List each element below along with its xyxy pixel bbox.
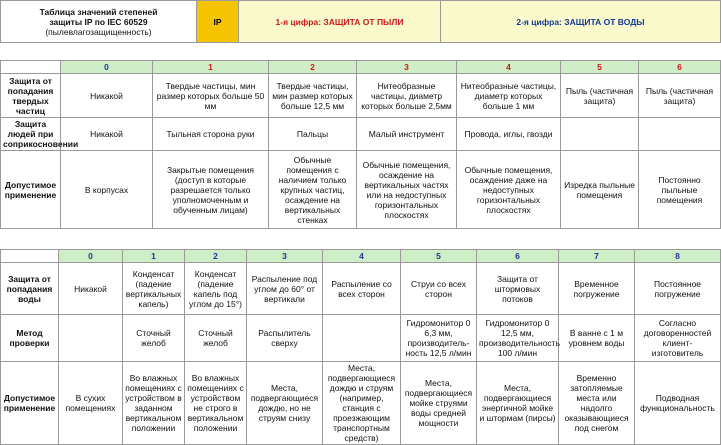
cell: В сухих помещениях xyxy=(59,362,123,445)
cell: Закрытые помещения (доступ в которые разрешается только уполномоченным и обученным лицам) xyxy=(153,151,269,229)
ip-label: IP xyxy=(197,1,239,43)
cell: Постоянно пыльные помещения xyxy=(639,151,721,229)
table-title xyxy=(1,1,197,43)
cell: Распылитель сверху xyxy=(247,315,323,362)
cell: Тыльная сторона руки xyxy=(153,118,269,151)
dust-digit-0: 0 xyxy=(61,61,153,74)
row-label: Защита от попадания воды xyxy=(1,263,59,315)
cell: Конденсат (падение капель под углом до 15°) xyxy=(185,263,247,315)
dust-corner xyxy=(1,61,61,74)
cell: Временное погружение xyxy=(559,263,635,315)
cell xyxy=(639,118,721,151)
cell: Нитеобразные частицы, диаметр которых больше 2,5мм xyxy=(357,74,457,118)
row-label: Защита от попадания твердых частиц xyxy=(1,74,61,118)
water-digit-row xyxy=(1,250,721,263)
dust-digit-row xyxy=(1,61,721,74)
water-row-protection xyxy=(1,263,721,315)
cell: Места, подвергающиеся энергичной мойке и штормам (пирсы) xyxy=(477,362,559,445)
water-digit-3: 3 xyxy=(247,250,323,263)
dust-digit-6: 6 xyxy=(639,61,721,74)
water-digit-4: 4 xyxy=(323,250,401,263)
cell: Во влажных помещениях с устройством в заданном вертикальном положении xyxy=(123,362,185,445)
row-label: Защита людей при соприкосновении xyxy=(1,118,61,151)
water-digit-7: 7 xyxy=(559,250,635,263)
cell: Никакой xyxy=(59,263,123,315)
cell: Распыление со всех сторон xyxy=(323,263,401,315)
cell: Подводная функциональность xyxy=(635,362,721,445)
cell: Во влажных помещениях с устройством не строго в вертикальном положении xyxy=(185,362,247,445)
water-table xyxy=(0,249,721,445)
first-digit-heading: 1-я цифра: ЗАЩИТА ОТ ПЫЛИ xyxy=(239,1,441,43)
water-row-usage xyxy=(1,362,721,445)
dust-digit-2: 2 xyxy=(269,61,357,74)
dust-table xyxy=(0,60,721,229)
cell: Согласно договоренностей клиент-изготовитель xyxy=(635,315,721,362)
dust-digit-1: 1 xyxy=(153,61,269,74)
cell xyxy=(561,118,639,151)
title-line-3: (пылевлагозащищенность) xyxy=(45,26,152,37)
dust-row-usage xyxy=(1,151,721,229)
cell: Пыль (частичная защита) xyxy=(639,74,721,118)
cell xyxy=(323,315,401,362)
cell: Пальцы xyxy=(269,118,357,151)
second-digit-heading: 2-я цифра: ЗАЩИТА ОТ ВОДЫ xyxy=(441,1,721,43)
cell: Обычные помещения с наличием только крупных частиц, осаждение на вертикальных стенках xyxy=(269,151,357,229)
cell: Твердые частицы, мин размер которых больше 12,5 мм xyxy=(269,74,357,118)
water-digit-1: 1 xyxy=(123,250,185,263)
title-line-1: Таблица значений степеней xyxy=(39,6,158,17)
cell: Провода, иглы, гвозди xyxy=(457,118,561,151)
water-digit-8: 8 xyxy=(635,250,721,263)
dust-digit-5: 5 xyxy=(561,61,639,74)
cell xyxy=(59,315,123,362)
dust-digit-4: 4 xyxy=(457,61,561,74)
title-line-2: защиты IP по IEC 60529 xyxy=(49,16,148,27)
cell: Изредка пыльные помещения xyxy=(561,151,639,229)
cell: Сточный желоб xyxy=(123,315,185,362)
water-digit-2: 2 xyxy=(185,250,247,263)
dust-row-solids xyxy=(1,74,721,118)
cell: Конденсат (падение вертикальных капель) xyxy=(123,263,185,315)
cell: Защита от штормовых потоков xyxy=(477,263,559,315)
cell: Места, подвергающиеся мойке струями воды средней мощности xyxy=(401,362,477,445)
cell: Струи со всех сторон xyxy=(401,263,477,315)
header-table xyxy=(0,0,721,43)
water-digit-5: 5 xyxy=(401,250,477,263)
cell: Места, подвергающиеся дождю, но не струям снизу xyxy=(247,362,323,445)
cell: Твердые частицы, мин размер которых больше 50 мм xyxy=(153,74,269,118)
cell: Временно затопляемые места или надолго оказывающиеся под снегом xyxy=(559,362,635,445)
cell: В корпусах xyxy=(61,151,153,229)
water-row-test xyxy=(1,315,721,362)
dust-row-contact xyxy=(1,118,721,151)
cell: Обычные помещения, осаждение даже на недоступных горизонтальных плоскостях xyxy=(457,151,561,229)
cell: Никакой xyxy=(61,118,153,151)
cell: Места, подвергающиеся дождю и струям (например, станция с проезжающим транспортным средств) xyxy=(323,362,401,445)
row-label: Допустимое применение xyxy=(1,151,61,229)
cell: Никакой xyxy=(61,74,153,118)
dust-digit-3: 3 xyxy=(357,61,457,74)
cell: Сточный желоб xyxy=(185,315,247,362)
cell: В ванне с 1 м уровнем воды xyxy=(559,315,635,362)
water-corner xyxy=(1,250,59,263)
water-digit-0: 0 xyxy=(59,250,123,263)
cell: Пыль (частичная защита) xyxy=(561,74,639,118)
cell: Малый инструмент xyxy=(357,118,457,151)
row-label: Метод проверки xyxy=(1,315,59,362)
cell: Гидромонитор 0 12,5 мм, производительность 100 л/мин xyxy=(477,315,559,362)
water-digit-6: 6 xyxy=(477,250,559,263)
cell: Распыление под углом до 60° от вертикали xyxy=(247,263,323,315)
cell: Обычные помещения, осаждение на вертикальных частях или на недоступных горизонтальных плоскостях xyxy=(357,151,457,229)
cell: Гидромонитор 0 6,3 мм, производитель-ность 12,5 л/мин xyxy=(401,315,477,362)
cell: Нитеобразные частицы, диаметр которых больше 1 мм xyxy=(457,74,561,118)
cell: Постоянное погружение xyxy=(635,263,721,315)
row-label: Допустимое применение xyxy=(1,362,59,445)
